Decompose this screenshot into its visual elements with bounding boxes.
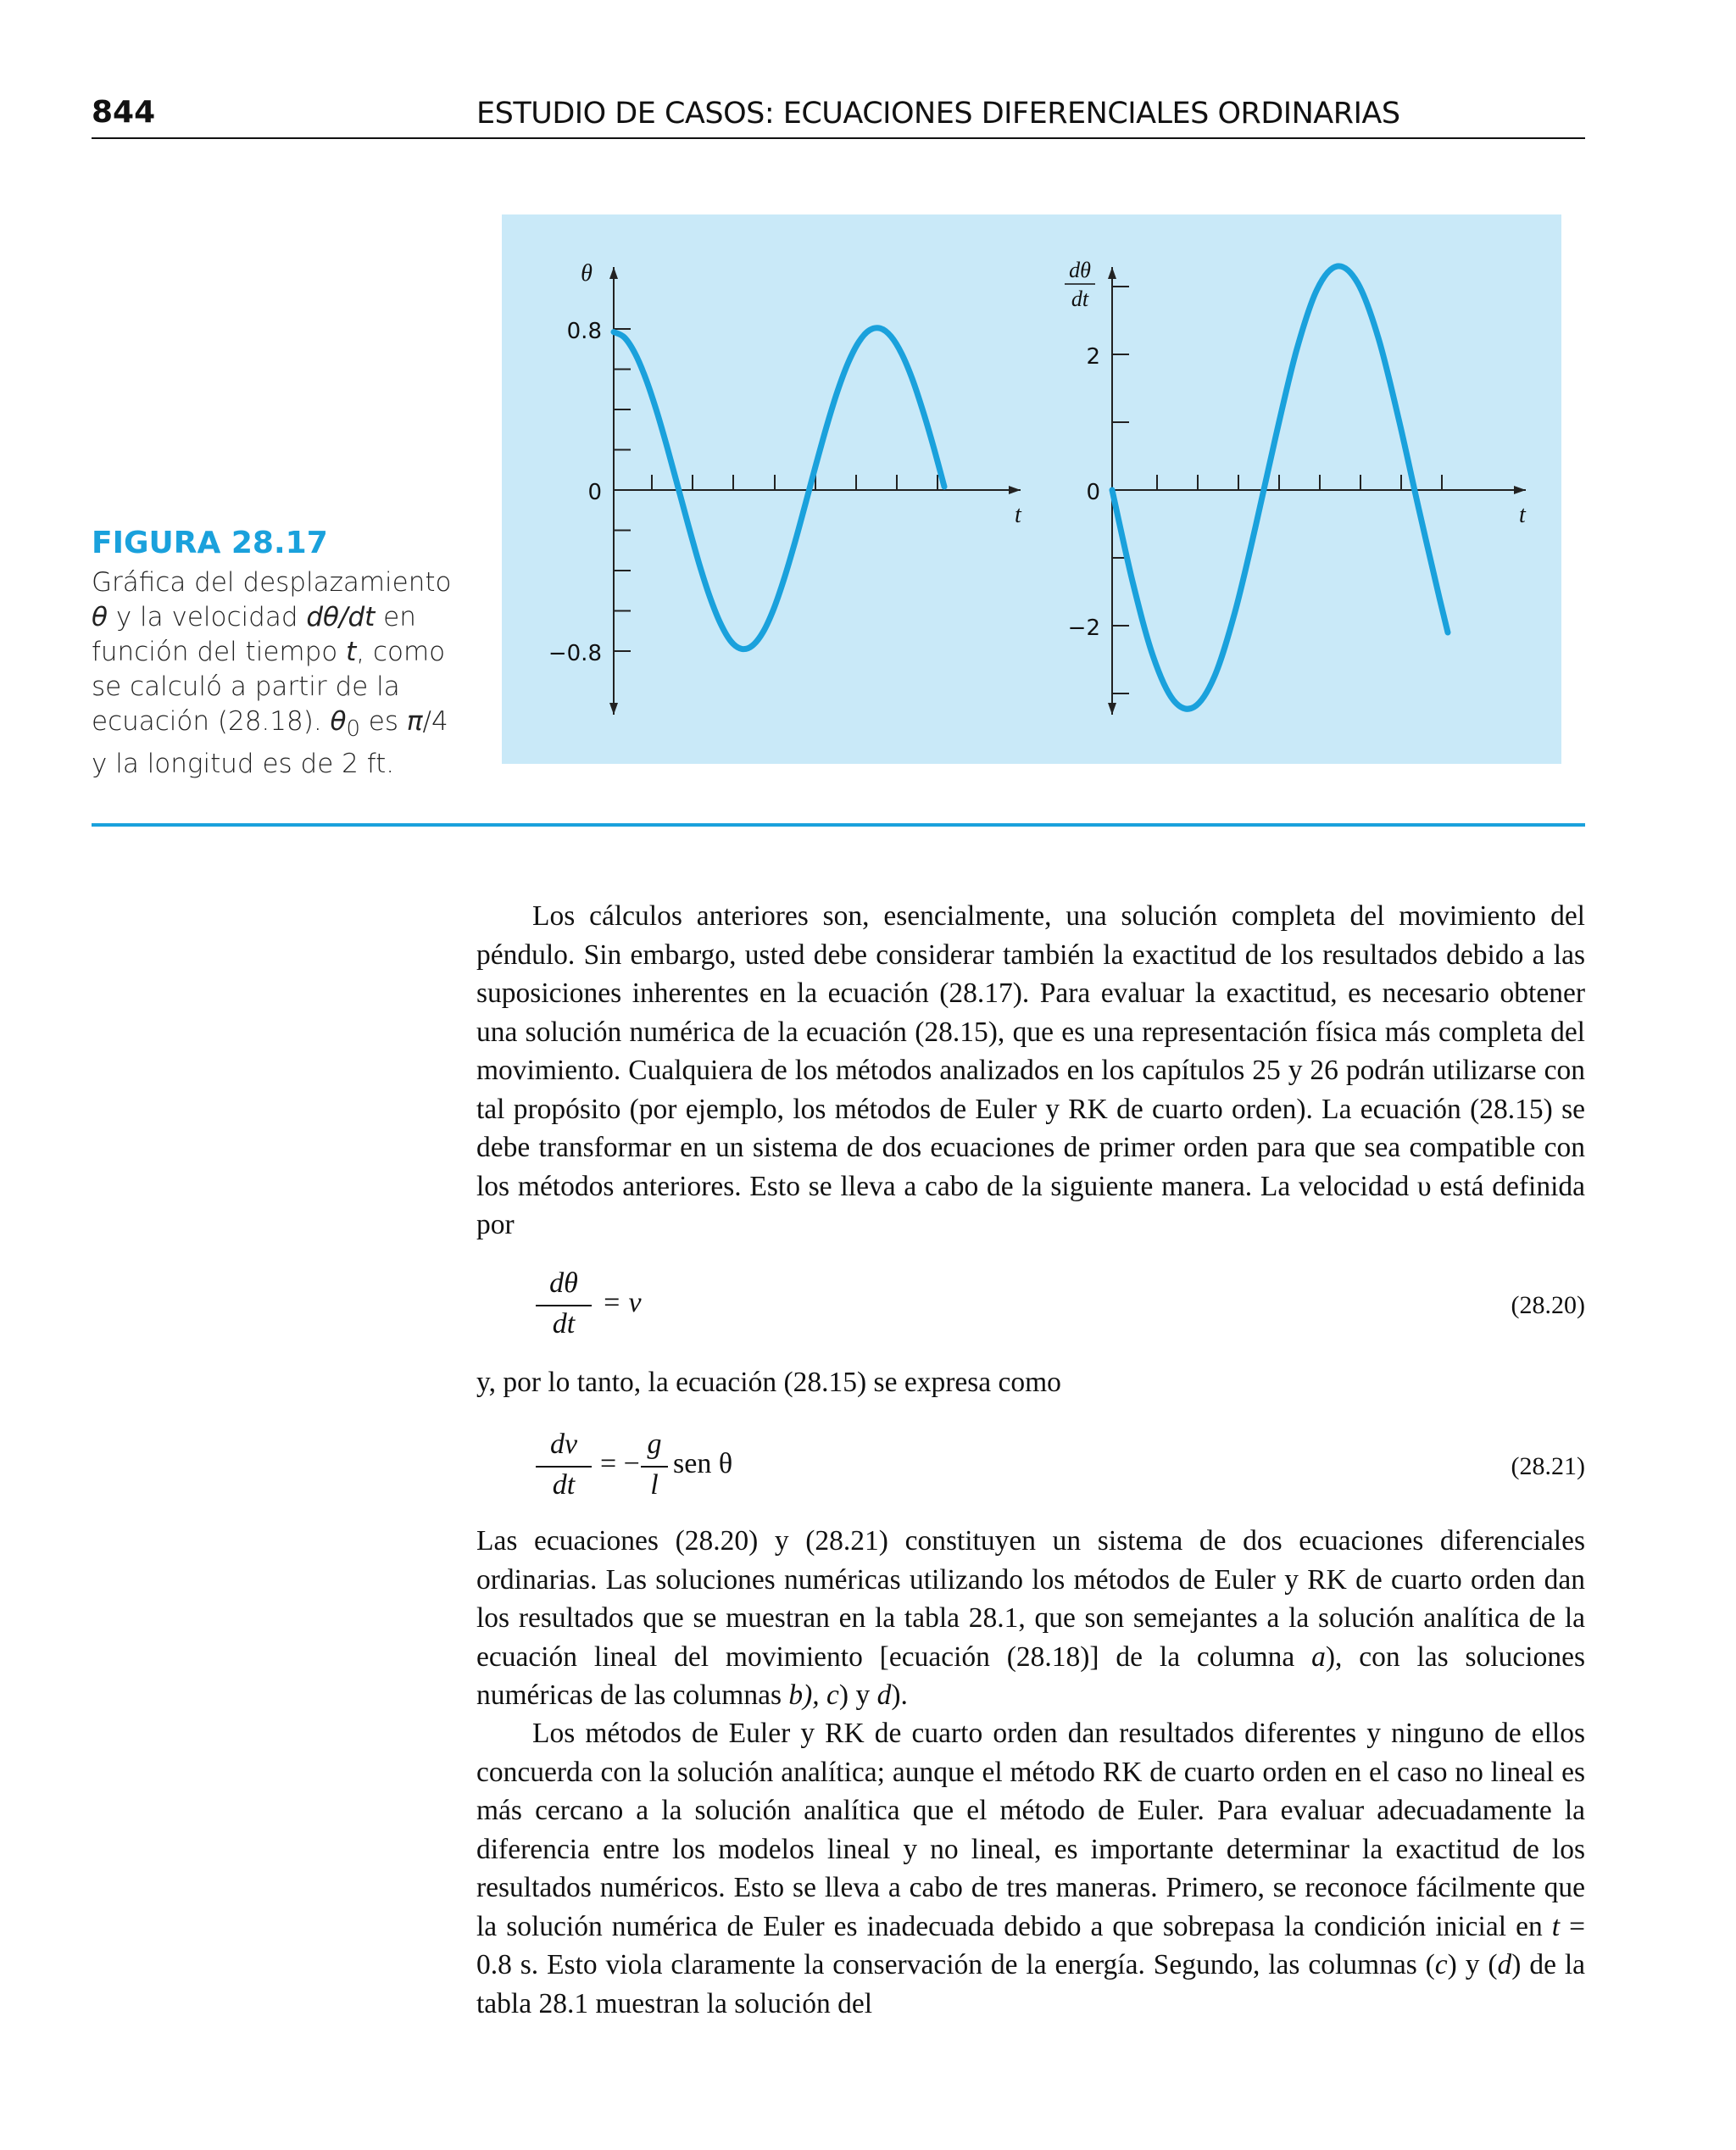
p4-italic: d [1497, 1949, 1512, 1980]
figure-rule [92, 823, 1585, 827]
caption-part: , como se calculó a partir de la ecuación (28.18). [92, 637, 446, 737]
paragraph-3-text [476, 1522, 1585, 1715]
eq1-denominator: dt [552, 1308, 576, 1340]
chart-1 [548, 260, 1022, 715]
eq1-rhs: = v [602, 1287, 642, 1318]
caption-t: t [346, 637, 357, 667]
eq2-numerator: dv [549, 1429, 578, 1460]
eq2-g: g [647, 1429, 662, 1460]
y-axis-label-num: dθ [1069, 258, 1091, 282]
page-number: 844 [92, 95, 156, 130]
caption-part: es [359, 706, 407, 737]
equation-28-21 [476, 1429, 1585, 1509]
figure-caption [92, 526, 465, 782]
caption-theta0: θ [330, 706, 347, 737]
y-axis-label: θ [581, 260, 593, 287]
paragraph-3 [476, 1522, 1585, 1715]
caption-part: /4 y la longitud es de 2 ft. [92, 706, 448, 780]
eq2-denominator: dt [552, 1469, 576, 1501]
caption-part: en función del tiempo [92, 602, 416, 667]
header-rule [92, 137, 1585, 139]
p3-part: ) y [838, 1679, 877, 1711]
paragraph-2-text: y, por lo tanto, la ecuación (28.15) se expresa como [476, 1367, 1061, 1398]
chart-2 [1065, 258, 1527, 715]
y-tick-label: 0.8 [566, 319, 602, 344]
y-axis-arrow-up [1108, 267, 1116, 279]
caption-pi: π [406, 706, 423, 737]
paragraph-2 [476, 1363, 1585, 1402]
y-tick-label: 2 [1086, 344, 1100, 370]
p3-part: Las ecuaciones (28.20) y (28.21) constituyen un sistema de dos ecuaciones diferenciales ordinarias. Las soluciones numéricas utilizando los métodos de Euler y RK de cuarto orden dan los resultados que se muestran en la tabla 28.1, que son semejantes a la solución analítica de la ecuación lineal del movimiento [ecuación (28.18)] de la columna [476, 1525, 1585, 1673]
x-axis-label: t [1519, 502, 1526, 528]
y-axis-label-den: dt [1071, 287, 1089, 311]
p3-italic: d [876, 1679, 892, 1711]
p3-part: ). [891, 1679, 908, 1711]
x-axis-arrow [1009, 486, 1021, 494]
x-axis-label: t [1015, 502, 1021, 528]
caption-theta: θ [92, 602, 108, 632]
y-axis-arrow-down [609, 703, 618, 715]
paragraph-4 [476, 1714, 1585, 2023]
eq2-rhs: sen θ [673, 1448, 733, 1479]
y-tick-label: 0 [587, 480, 602, 505]
y-tick-label: −0.8 [548, 641, 602, 666]
caption-text [92, 565, 465, 782]
paragraph-1-text: Los cálculos anteriores son, esencialmente, una solución completa del movimiento del péndulo. Sin embargo, usted debe considerar también la exactitud de los resultados debido a las suposiciones inherentes en la ecuación (28.17). Para evaluar la exactitud, es necesario obtener una solución numérica de la ecuación (28.15), que es una representación física más completa del movimiento. Cualquiera de los métodos analizados en los capítulos 25 y 26 podrán utilizarse con tal propósito (por ejemplo, los métodos de Euler y RK de cuarto orden). La ecuación (28.15) se debe transformar en un sistema de dos ecuaciones de primer orden para que sea compatible con los métodos anteriores. Esto se lleva a cabo de la siguiente manera. La velocidad υ está definida por [476, 900, 1585, 1240]
eq1-number: (28.20) [1511, 1291, 1585, 1319]
p4-part: = 0.8 s. Esto viola claramente la conservación de la energía. Segundo, las columnas ( [476, 1910, 1585, 1980]
caption-subscript: 0 [346, 716, 360, 743]
y-axis-arrow-up [609, 267, 618, 279]
p4-part: ) de la tabla 28.1 muestran la solución del [476, 1949, 1586, 2019]
p4-part: Los métodos de Euler y RK de cuarto orden dan resultados diferentes y ninguno de ellos concuerda con la solución analítica; aunque el método RK de cuarto orden en el caso no lineal es más cercano a la solución analítica que el método de Euler. Para evaluar adecuadamente la diferencia entre los modelos lineal y no lineal, es importante determinar la exactitud de los resultados numéricos. Esto se lleva a cabo de tres maneras. Primero, se reconoce fácilmente que la solución numérica de Euler es inadecuada debido a que sobrepasa la condición inicial en [476, 1718, 1585, 1942]
eq2-equals-minus: = − [600, 1448, 640, 1479]
figure-label: FIGURA 28.17 [92, 526, 328, 560]
p4-part: ) y ( [1447, 1949, 1498, 1980]
y-axis-arrow-down [1108, 703, 1116, 715]
p4-italic: c [1434, 1949, 1448, 1980]
p3-italic: b), c [788, 1679, 839, 1711]
caption-dtheta-dt: dθ/dt [306, 602, 376, 632]
equation-28-20 [476, 1267, 1585, 1344]
eq1-numerator: dθ [549, 1267, 578, 1299]
y-tick-label: −2 [1067, 615, 1100, 641]
eq1-fraction-bar [536, 1305, 592, 1306]
series-line [614, 328, 944, 649]
figure-charts [502, 214, 1561, 764]
p4-italic: t [1551, 1910, 1561, 1942]
y-tick-label: 0 [1086, 480, 1100, 505]
caption-part: Gráfica del desplazamiento [92, 567, 452, 598]
eq2-number: (28.21) [1511, 1452, 1585, 1480]
eq2-g-bar [641, 1466, 668, 1468]
paragraph-4-text [476, 1714, 1585, 2023]
eq2-l: l [650, 1469, 659, 1501]
p3-part: ), con las soluciones numéricas de las columnas [476, 1640, 1585, 1711]
caption-part: y la velocidad [107, 602, 307, 632]
figure-panel [502, 214, 1561, 764]
paragraph-1 [476, 897, 1585, 1245]
eq2-fraction-bar [536, 1466, 592, 1468]
x-axis-arrow [1514, 486, 1526, 494]
running-head: ESTUDIO DE CASOS: ECUACIONES DIFERENCIALES ORDINARIAS [476, 97, 1400, 131]
p3-italic: a [1311, 1640, 1326, 1673]
